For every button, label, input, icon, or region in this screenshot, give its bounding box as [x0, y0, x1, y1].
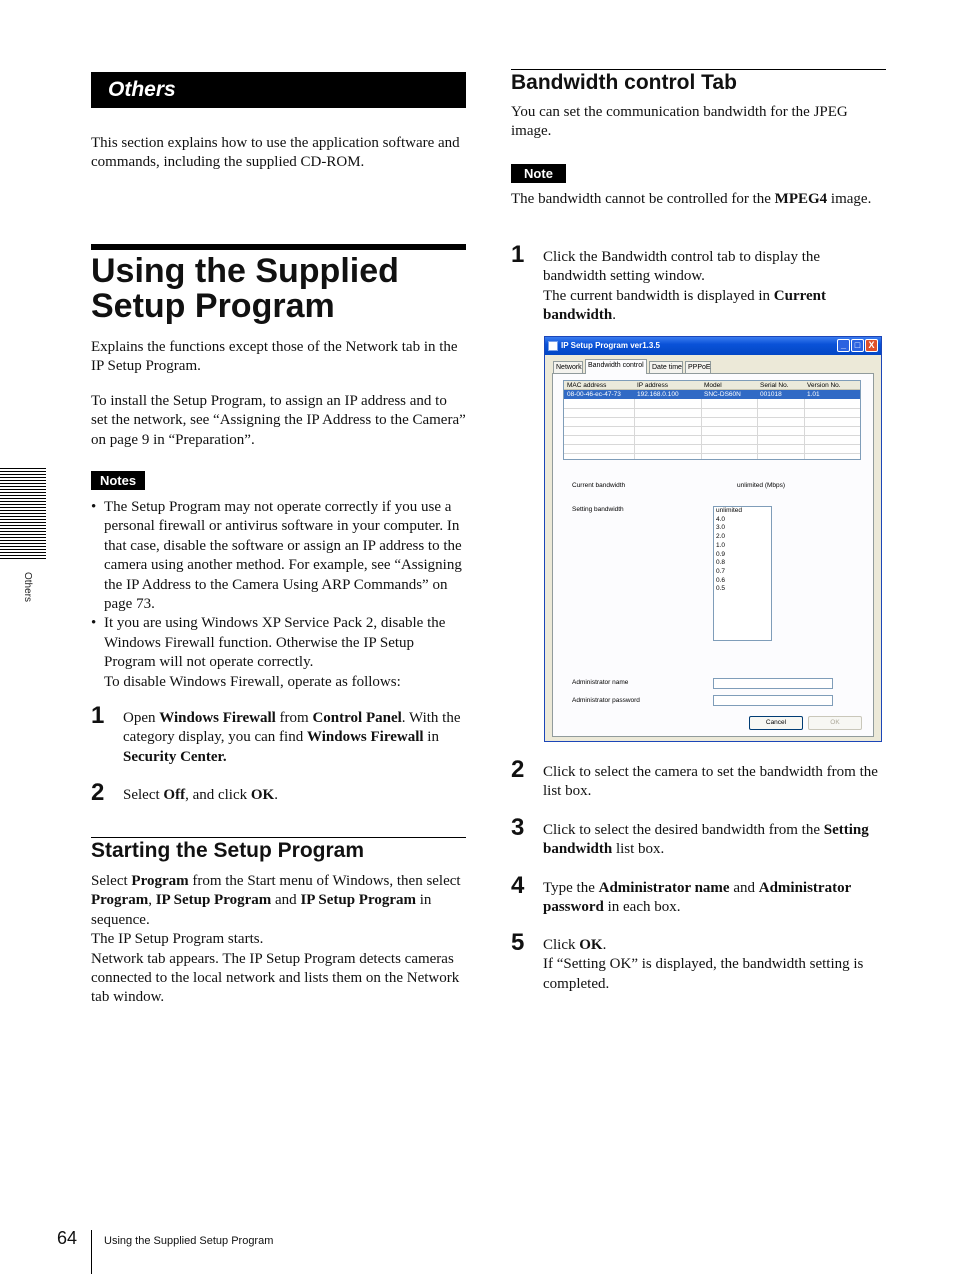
cell-version: 1.01	[807, 391, 820, 398]
list-item[interactable]: 0.6	[716, 576, 726, 584]
step-number: 1	[91, 702, 105, 729]
page-number: 64	[57, 1228, 78, 1248]
camera-list-header	[564, 381, 860, 390]
tab-date-time[interactable]: Date time	[649, 361, 683, 373]
note-text: The Setup Program may not operate correctly if you use a personal firewall or antivirus software in your computer. In that case, disable the software or assign an IP address to the camera using another method. For example, see “Assigning the IP Address to the Camera Using ARP Commands” on page 73.	[104, 499, 462, 613]
tab-network[interactable]: Network	[553, 361, 583, 373]
grid-line	[564, 453, 860, 454]
grid-line	[564, 408, 860, 409]
cell-serial: 001018	[760, 391, 782, 398]
maximize-icon[interactable]: □	[851, 339, 864, 352]
list-item[interactable]: 1.0	[716, 541, 726, 549]
tab-pppoe[interactable]: PPPoE	[685, 361, 711, 373]
page-title	[91, 254, 471, 324]
notes-badge: Notes	[91, 471, 145, 490]
list-item[interactable]: 0.9	[716, 550, 726, 558]
current-bandwidth-value: unlimited (Mbps)	[737, 482, 786, 489]
setting-bandwidth-listbox[interactable]	[713, 506, 772, 641]
step-number: 1	[511, 241, 525, 268]
section-thumb-tab	[0, 468, 46, 560]
step-text: Type the Administrator name and Administrator password in each box.	[543, 880, 851, 916]
list-item[interactable]: unlimited	[716, 507, 743, 514]
list-item[interactable]: 4.0	[716, 515, 726, 523]
ip-setup-dialog	[544, 336, 882, 742]
title-rule	[91, 244, 466, 250]
note-paragraph: The bandwidth cannot be controlled for the MPEG4 image.	[511, 191, 872, 207]
column-header[interactable]: Model	[704, 382, 722, 389]
grid-line	[564, 444, 860, 445]
setting-bandwidth-label: Setting bandwidth	[572, 506, 624, 513]
note-item	[91, 614, 466, 692]
step-number: 2	[91, 779, 105, 806]
step-text: Click to select the desired bandwidth from the Setting bandwidth list box.	[543, 822, 869, 858]
side-tab-label: Others	[22, 572, 33, 603]
step-text: Click to select the camera to set the bandwidth from the list box.	[543, 764, 878, 800]
starting-paragraph: Select Program from the Start menu of Windows, then select Program, IP Setup Program and IP Setup Program in sequence. The IP Setup Program starts. Network tab appears. The IP Setup Program detects cameras connected to the local network and lists them on the Network tab window.	[91, 873, 461, 1006]
bandwidth-heading: Bandwidth control Tab	[511, 71, 737, 94]
cell-ip: 192.168.0.100	[637, 391, 679, 398]
minimize-icon[interactable]: _	[837, 339, 850, 352]
admin-name-field[interactable]	[713, 678, 833, 689]
step-text: Open Windows Firewall from Control Panel. With the category display, you can find Windows Firewall in Security Center.	[123, 710, 461, 765]
bullet-mark: •	[91, 615, 97, 632]
list-item[interactable]: 0.7	[716, 567, 726, 575]
footer-title: Using the Supplied Setup Program	[104, 1235, 274, 1247]
dialog-title: IP Setup Program ver1.3.5	[561, 341, 661, 350]
column-header[interactable]: IP address	[637, 382, 668, 389]
note-item	[91, 498, 466, 614]
admin-password-label: Administrator password	[572, 697, 640, 704]
list-item[interactable]: 0.8	[716, 559, 726, 567]
column-header[interactable]: Version No.	[807, 382, 841, 389]
section-band	[91, 72, 466, 108]
app-icon	[548, 341, 558, 351]
list-item[interactable]: 2.0	[716, 533, 726, 541]
cancel-button[interactable]: Cancel	[749, 716, 803, 730]
notes-list	[91, 498, 466, 692]
step-number: 3	[511, 814, 525, 841]
grid-line	[564, 426, 860, 427]
step-number: 2	[511, 756, 525, 783]
step-number: 4	[511, 872, 525, 899]
note-badge: Note	[511, 164, 566, 183]
install-paragraph: To install the Setup Program, to assign an IP address and to set the network, see “Assigning the IP Address to the Camera” on page 9 in “Preparation”.	[91, 393, 466, 448]
note-subtext: To disable Windows Firewall, operate as follows:	[104, 673, 401, 690]
camera-list[interactable]	[563, 380, 861, 460]
explains-paragraph: Explains the functions except those of the Network tab in the IP Setup Program.	[91, 339, 458, 375]
note-text: It you are using Windows XP Service Pack 2, disable the Windows Firewall function. Otherwise the IP Setup Program will not operate correctly.	[104, 615, 446, 671]
admin-name-label: Administrator name	[572, 679, 629, 686]
starting-heading: Starting the Setup Program	[91, 839, 365, 862]
column-header[interactable]: Serial No.	[760, 382, 789, 389]
admin-password-field[interactable]	[713, 695, 833, 706]
table-row[interactable]	[564, 390, 860, 399]
section-band-title: Others	[108, 78, 176, 101]
page-title-line2: Setup Program	[91, 287, 335, 325]
dialog-title-bar	[545, 337, 881, 355]
close-icon[interactable]: X	[865, 339, 878, 352]
current-bandwidth-label: Current bandwidth	[572, 482, 626, 489]
grid-line	[564, 435, 860, 436]
step-number: 5	[511, 929, 525, 956]
cell-model: SNC-DS60N	[704, 391, 741, 398]
list-item[interactable]: 0.5	[716, 585, 726, 593]
grid-line	[564, 417, 860, 418]
step-text: Click the Bandwidth control tab to display the bandwidth setting window. The current bandwidth is displayed in Current bandwidth.	[543, 249, 826, 324]
column-header[interactable]: MAC address	[567, 382, 607, 389]
cell-mac: 08-00-46-ec-47-73	[567, 391, 621, 398]
tab-bandwidth-control[interactable]: Bandwidth control	[585, 359, 647, 374]
list-item[interactable]: 3.0	[716, 524, 726, 532]
bullet-mark: •	[91, 499, 97, 515]
footer-rule	[91, 1230, 92, 1274]
step-text: Click OK. If “Setting OK” is displayed, the bandwidth setting is completed.	[543, 937, 864, 992]
ok-button[interactable]: OK	[808, 716, 862, 730]
page-title-line1: Using the Supplied	[91, 252, 399, 290]
intro-paragraph: This section explains how to use the application software and commands, including the supplied CD-ROM.	[91, 135, 460, 171]
step-text: Select Off, and click OK.	[123, 787, 278, 803]
bandwidth-intro: You can set the communication bandwidth for the JPEG image.	[511, 104, 848, 140]
